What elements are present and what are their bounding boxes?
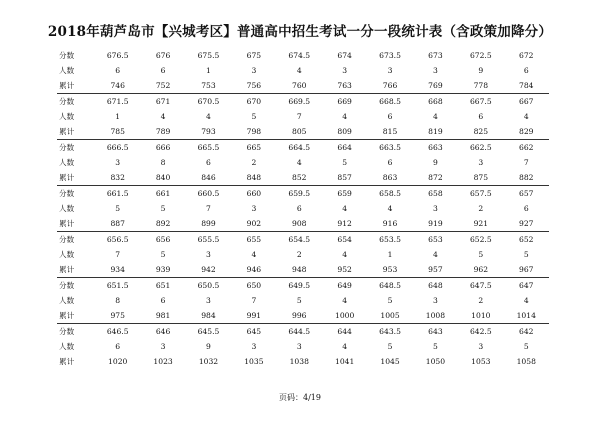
table-cell: 4 xyxy=(342,296,348,305)
table-cell: 7 xyxy=(296,112,302,121)
table-cell: 3 xyxy=(478,342,484,351)
page-title: 2018年葫芦岛市【兴城考区】普通高中招生考试一分一段统计表（含政策加降分） xyxy=(47,24,553,40)
table-cell: 668.5 xyxy=(367,94,412,110)
table-cell: 666 xyxy=(140,140,185,156)
table-cell: 658 xyxy=(413,186,458,202)
table-cell: 660.5 xyxy=(186,186,231,202)
table-cell: 3 xyxy=(387,66,393,75)
row-label: 人数 xyxy=(59,296,75,305)
table-cell: 6 xyxy=(523,204,529,213)
table-cell: 661.5 xyxy=(95,186,140,202)
table-cell: 1014 xyxy=(516,311,536,320)
count-row xyxy=(57,247,549,262)
table-cell: 655.5 xyxy=(186,232,231,248)
table-cell: 5 xyxy=(387,342,393,351)
table-cell: 648.5 xyxy=(367,278,412,294)
table-cell: 646.5 xyxy=(95,324,140,340)
table-cell: 882 xyxy=(519,173,534,182)
table-cell: 805 xyxy=(292,127,307,136)
table-cell: 675 xyxy=(246,51,262,60)
table-cell: 3 xyxy=(206,296,211,305)
cumulative-row xyxy=(57,262,549,278)
table-cell: 647 xyxy=(504,278,549,294)
table-cell: 676 xyxy=(155,51,171,60)
table-cell: 4 xyxy=(342,342,348,351)
score-row xyxy=(57,140,549,156)
table-cell: 809 xyxy=(337,127,352,136)
table-cell: 3 xyxy=(342,66,348,75)
table-cell: 671 xyxy=(140,94,185,110)
table-cell: 652.5 xyxy=(458,232,503,248)
table-cell: 846 xyxy=(201,173,216,182)
table-cell: 673.5 xyxy=(379,51,401,60)
table-cell: 657.5 xyxy=(458,186,503,202)
table-cell: 946 xyxy=(246,265,262,274)
table-cell: 642.5 xyxy=(458,324,503,340)
table-cell: 5 xyxy=(523,250,529,259)
table-cell: 902 xyxy=(246,219,262,228)
table-cell: 908 xyxy=(292,219,307,228)
table-cell: 942 xyxy=(201,265,216,274)
table-cell: 1058 xyxy=(516,357,536,366)
table-cell: 1010 xyxy=(471,311,491,320)
row-label: 人数 xyxy=(59,112,75,121)
cumulative-row xyxy=(57,78,549,94)
table-cell: 661 xyxy=(140,186,185,202)
table-cell: 798 xyxy=(246,127,262,136)
table-cell: 953 xyxy=(382,265,398,274)
row-label: 分数 xyxy=(57,324,95,340)
table-cell: 6 xyxy=(115,342,121,351)
table-cell: 3 xyxy=(160,342,166,351)
table-cell: 3 xyxy=(251,342,257,351)
table-cell: 651 xyxy=(140,278,185,294)
table-cell: 916 xyxy=(382,219,398,228)
count-row xyxy=(57,109,549,124)
table-cell: 667.5 xyxy=(458,94,503,110)
table-cell: 9 xyxy=(206,342,211,351)
table-cell: 1005 xyxy=(380,311,400,320)
table-cell: 652 xyxy=(504,232,549,248)
table-cell: 1041 xyxy=(334,357,355,366)
table-cell: 981 xyxy=(155,311,171,320)
table-cell: 5 xyxy=(342,158,348,167)
table-cell: 675.5 xyxy=(197,51,220,60)
table-cell: 8 xyxy=(115,296,121,305)
count-row xyxy=(57,339,549,354)
table-cell: 9 xyxy=(478,66,484,75)
table-cell: 984 xyxy=(201,311,216,320)
row-label: 人数 xyxy=(59,250,75,259)
table-cell: 784 xyxy=(519,81,534,90)
table-cell: 3 xyxy=(433,296,438,305)
table-cell: 975 xyxy=(110,311,125,320)
table-cell: 659 xyxy=(322,186,367,202)
table-cell: 3 xyxy=(296,342,302,351)
table-cell: 957 xyxy=(428,265,443,274)
count-row xyxy=(57,293,549,308)
table-cell: 753 xyxy=(201,81,216,90)
table-cell: 668 xyxy=(413,94,458,110)
table-cell: 912 xyxy=(337,219,352,228)
table-cell: 662 xyxy=(504,140,549,156)
table-cell: 887 xyxy=(110,219,125,228)
row-label: 分数 xyxy=(57,232,95,248)
table-cell: 5 xyxy=(478,250,484,259)
row-label: 累计 xyxy=(59,265,75,274)
table-cell: 3 xyxy=(115,158,121,167)
table-cell: 4 xyxy=(251,250,257,259)
table-cell: 646 xyxy=(140,324,185,340)
table-cell: 6 xyxy=(115,66,121,75)
table-cell: 1023 xyxy=(153,357,173,366)
table-cell: 6 xyxy=(387,112,393,121)
table-cell: 746 xyxy=(110,81,125,90)
table-cell: 875 xyxy=(473,173,489,182)
table-cell: 673 xyxy=(428,51,443,60)
table-cell: 645 xyxy=(231,324,276,340)
table-cell: 2 xyxy=(478,204,484,213)
table-cell: 663 xyxy=(413,140,458,156)
table-cell: 5 xyxy=(387,296,393,305)
table-cell: 667 xyxy=(504,94,549,110)
row-label: 人数 xyxy=(59,204,75,213)
table-cell: 825 xyxy=(473,127,489,136)
score-row xyxy=(57,94,549,110)
table-cell: 5 xyxy=(523,342,529,351)
table-cell: 763 xyxy=(337,81,352,90)
table-cell: 829 xyxy=(519,127,534,136)
table-cell: 657 xyxy=(504,186,549,202)
table-cell: 7 xyxy=(206,204,211,213)
table-cell: 4 xyxy=(433,250,438,259)
table-cell: 840 xyxy=(155,173,171,182)
table-cell: 892 xyxy=(155,219,171,228)
table-cell: 1035 xyxy=(244,357,264,366)
table-cell: 1053 xyxy=(471,357,491,366)
table-cell: 670.5 xyxy=(186,94,231,110)
table-cell: 756 xyxy=(246,81,262,90)
table-cell: 644.5 xyxy=(277,324,322,340)
table-cell: 789 xyxy=(155,127,171,136)
table-cell: 654 xyxy=(322,232,367,248)
table-cell: 1000 xyxy=(334,311,355,320)
table-cell: 819 xyxy=(428,127,443,136)
table-cell: 656 xyxy=(140,232,185,248)
table-cell: 642 xyxy=(504,324,549,340)
table-cell: 664 xyxy=(322,140,367,156)
table-cell: 4 xyxy=(342,204,348,213)
row-label: 人数 xyxy=(59,342,75,351)
table-body xyxy=(57,48,549,369)
table-cell: 665 xyxy=(231,140,276,156)
row-label: 累计 xyxy=(59,311,75,320)
row-label: 累计 xyxy=(59,81,75,90)
table-cell: 5 xyxy=(160,250,166,259)
table-cell: 3 xyxy=(433,66,438,75)
table-cell: 4 xyxy=(523,296,529,305)
table-cell: 651.5 xyxy=(95,278,140,294)
row-label: 分数 xyxy=(57,278,95,294)
table-cell: 4 xyxy=(523,112,529,121)
table-cell: 1008 xyxy=(425,311,446,320)
table-cell: 6 xyxy=(206,158,211,167)
table-cell: 5 xyxy=(433,342,438,351)
table-cell: 663.5 xyxy=(367,140,412,156)
table-cell: 676.5 xyxy=(106,51,129,60)
table-cell: 766 xyxy=(382,81,398,90)
table-cell: 671.5 xyxy=(95,94,140,110)
table-cell: 4 xyxy=(342,112,348,121)
table-cell: 4 xyxy=(296,66,302,75)
table-cell: 863 xyxy=(382,173,398,182)
table-cell: 4 xyxy=(206,112,211,121)
table-cell: 8 xyxy=(160,158,166,167)
table-cell: 6 xyxy=(478,112,484,121)
table-cell: 6 xyxy=(160,66,166,75)
table-cell: 3 xyxy=(251,204,257,213)
table-cell: 6 xyxy=(296,204,302,213)
table-cell: 665.5 xyxy=(186,140,231,156)
row-label: 累计 xyxy=(59,219,75,228)
row-label: 累计 xyxy=(59,127,75,136)
table-cell: 1038 xyxy=(289,357,309,366)
cumulative-row xyxy=(57,308,549,324)
table-cell: 1020 xyxy=(108,357,128,366)
table-cell: 934 xyxy=(110,265,125,274)
table-cell: 793 xyxy=(201,127,216,136)
table-cell: 5 xyxy=(115,204,121,213)
table-cell: 948 xyxy=(292,265,307,274)
table-cell: 674.5 xyxy=(288,51,311,60)
count-row xyxy=(57,201,549,216)
table-cell: 645.5 xyxy=(186,324,231,340)
table-cell: 5 xyxy=(160,204,166,213)
cumulative-row xyxy=(57,170,549,186)
table-cell: 659.5 xyxy=(277,186,322,202)
count-row xyxy=(57,155,549,170)
table-cell: 4 xyxy=(342,250,348,259)
table-cell: 643.5 xyxy=(367,324,412,340)
table-cell: 815 xyxy=(382,127,398,136)
table-cell: 1032 xyxy=(198,357,219,366)
row-label: 分数 xyxy=(59,51,75,60)
table-cell: 1 xyxy=(387,250,393,259)
table-cell: 658.5 xyxy=(367,186,412,202)
table-cell: 672 xyxy=(519,51,534,60)
table-cell: 3 xyxy=(251,66,257,75)
table-cell: 3 xyxy=(433,204,438,213)
table-cell: 649.5 xyxy=(277,278,322,294)
table-cell: 5 xyxy=(296,296,302,305)
table-cell: 752 xyxy=(155,81,171,90)
table-cell: 654.5 xyxy=(277,232,322,248)
table-cell: 760 xyxy=(292,81,307,90)
table-cell: 669.5 xyxy=(277,94,322,110)
table-cell: 2 xyxy=(251,158,257,167)
table-cell: 967 xyxy=(519,265,534,274)
table-cell: 4 xyxy=(387,204,393,213)
table-cell: 778 xyxy=(473,81,489,90)
table-cell: 872 xyxy=(428,173,443,182)
table-cell: 6 xyxy=(160,296,166,305)
table-cell: 852 xyxy=(292,173,307,182)
table-cell: 647.5 xyxy=(458,278,503,294)
table-cell: 899 xyxy=(201,219,216,228)
table-cell: 655 xyxy=(231,232,276,248)
table-cell: 644 xyxy=(322,324,367,340)
table-cell: 1 xyxy=(206,66,211,75)
table-cell: 921 xyxy=(473,219,489,228)
table-cell: 927 xyxy=(519,219,534,228)
table-cell: 857 xyxy=(337,173,352,182)
table-cell: 785 xyxy=(110,127,125,136)
table-cell: 653 xyxy=(413,232,458,248)
row-label: 累计 xyxy=(59,173,75,182)
table-cell: 662.5 xyxy=(458,140,503,156)
table-cell: 2 xyxy=(478,296,484,305)
table-cell: 832 xyxy=(110,173,125,182)
cumulative-row xyxy=(57,124,549,140)
table-cell: 650.5 xyxy=(186,278,231,294)
page-number: 页码：4/19 xyxy=(279,393,321,402)
table-cell: 656.5 xyxy=(95,232,140,248)
table-cell: 672.5 xyxy=(469,51,492,60)
table-cell: 962 xyxy=(473,265,489,274)
table-cell: 6 xyxy=(387,158,393,167)
table-cell: 7 xyxy=(523,158,529,167)
table-cell: 6 xyxy=(523,66,529,75)
table-cell: 769 xyxy=(428,81,443,90)
table-cell: 1050 xyxy=(425,357,446,366)
score-row xyxy=(57,324,549,340)
score-row xyxy=(57,232,549,248)
cumulative-row xyxy=(57,354,549,369)
table-cell: 650 xyxy=(231,278,276,294)
table-cell: 996 xyxy=(292,311,307,320)
table-cell: 649 xyxy=(322,278,367,294)
table-cell: 643 xyxy=(413,324,458,340)
table-cell: 9 xyxy=(433,158,438,167)
table-cell: 919 xyxy=(428,219,443,228)
row-label: 分数 xyxy=(57,186,95,202)
table-cell: 4 xyxy=(296,158,302,167)
table-cell: 7 xyxy=(115,250,121,259)
table-cell: 674 xyxy=(337,51,352,60)
row-label: 人数 xyxy=(59,66,75,75)
table-cell: 660 xyxy=(231,186,276,202)
table-cell: 666.5 xyxy=(95,140,140,156)
table-cell: 3 xyxy=(206,250,211,259)
row-label: 累计 xyxy=(59,357,75,366)
table-cell: 3 xyxy=(478,158,484,167)
row-label: 人数 xyxy=(59,158,75,167)
score-row xyxy=(57,48,549,63)
table-cell: 669 xyxy=(322,94,367,110)
table-cell: 7 xyxy=(251,296,257,305)
row-label: 分数 xyxy=(57,140,95,156)
count-row xyxy=(57,63,549,78)
score-row xyxy=(57,186,549,202)
table-cell: 848 xyxy=(246,173,262,182)
table-cell: 4 xyxy=(160,112,166,121)
table-cell: 648 xyxy=(413,278,458,294)
cumulative-row xyxy=(57,216,549,232)
table-cell: 2 xyxy=(296,250,302,259)
score-distribution-table xyxy=(57,48,549,369)
table-cell: 952 xyxy=(337,265,352,274)
table-cell: 653.5 xyxy=(367,232,412,248)
table-cell: 1 xyxy=(115,112,121,121)
table-cell: 5 xyxy=(251,112,257,121)
table-cell: 664.5 xyxy=(277,140,322,156)
score-row xyxy=(57,278,549,294)
table-cell: 991 xyxy=(246,311,262,320)
table-cell: 1045 xyxy=(380,357,400,366)
table-cell: 670 xyxy=(231,94,276,110)
row-label: 分数 xyxy=(57,94,95,110)
table-cell: 4 xyxy=(433,112,438,121)
table-cell: 939 xyxy=(155,265,171,274)
